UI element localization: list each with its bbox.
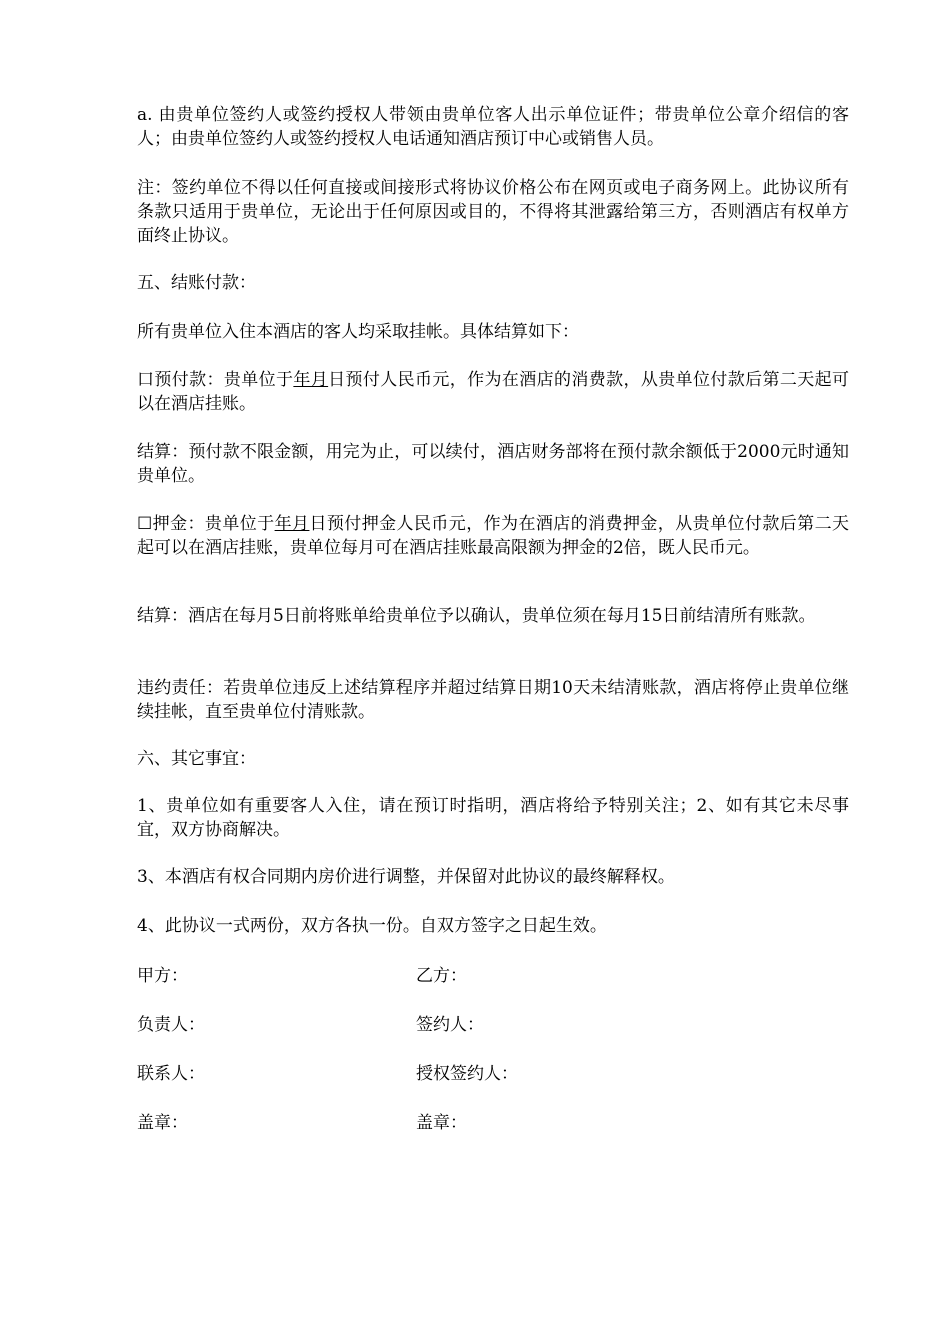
person-in-charge-label: 负责人： [137,1015,205,1035]
settlement-intro: 所有贵单位入住本酒店的客人均采取挂帐。具体结算如下： [137,322,579,342]
booking-method-a: a. 由贵单位签约人或签约授权人带领由贵单位客人出示单位证件；带贵单位公章介绍信的客人；由贵单位签约人或签约授权人电话通知酒店预订中心或销售人员。 [137,105,849,149]
other-matters-4: 4、此协议一式两份，双方各执一份。自双方签字之日起生效。 [137,916,607,936]
seal-a-label: 盖章： [137,1113,188,1133]
party-b-label: 乙方： [416,966,467,986]
other-matters-1-2: 1、贵单位如有重要客人入住，请在预订时指明，酒店将给予特别关注；2、如有其它未尽事宜，双方协商解决。 [137,796,849,840]
deposit-clause: ☐押金：贵单位于年月日预付押金人民币元，作为在酒店的消费押金，从贵单位付款后第二天起可以在酒店挂账，贵单位每月可在酒店挂账最高限额为押金的2倍，既人民币元。 [137,514,849,558]
authorized-signatory-label: 授权签约人： [416,1064,518,1084]
confidentiality-note: 注：签约单位不得以任何直接或间接形式将协议价格公布在网页或电子商务网上。此协议所有条款只适用于贵单位，无论出于任何原因或目的，不得将其泄露给第三方，否则酒店有权单方面终止协议。 [137,178,849,246]
breach-liability: 违约责任：若贵单位违反上述结算程序并超过结算日期10天未结清账款，酒店将停止贵单位继续挂帐，直至贵单位付清账款。 [137,678,849,722]
deposit-settlement: 结算：酒店在每月5日前将账单给贵单位予以确认，贵单位须在每月15日前结清所有账款。 [137,606,816,626]
section-5-heading: 五、结账付款： [137,273,256,293]
seal-b-label: 盖章： [416,1113,467,1133]
section-6-heading: 六、其它事宜： [137,749,256,769]
signatory-label: 签约人： [416,1015,484,1035]
other-matters-3: 3、本酒店有权合同期内房价进行调整，并保留对此协议的最终解释权。 [137,867,675,887]
contact-label: 联系人： [137,1064,205,1084]
party-a-label: 甲方： [137,966,188,986]
year-month-blank: 年月 [274,514,310,534]
prepayment-settlement: 结算：预付款不限金额，用完为止，可以续付，酒店财务部将在预付款余额低于2000元时通知贵单位。 [137,442,849,486]
prepayment-clause: 口预付款：贵单位于年月日预付人民币元，作为在酒店的消费款，从贵单位付款后第二天起可以在酒店挂账。 [137,370,849,414]
year-month-blank: 年月 [293,370,329,390]
